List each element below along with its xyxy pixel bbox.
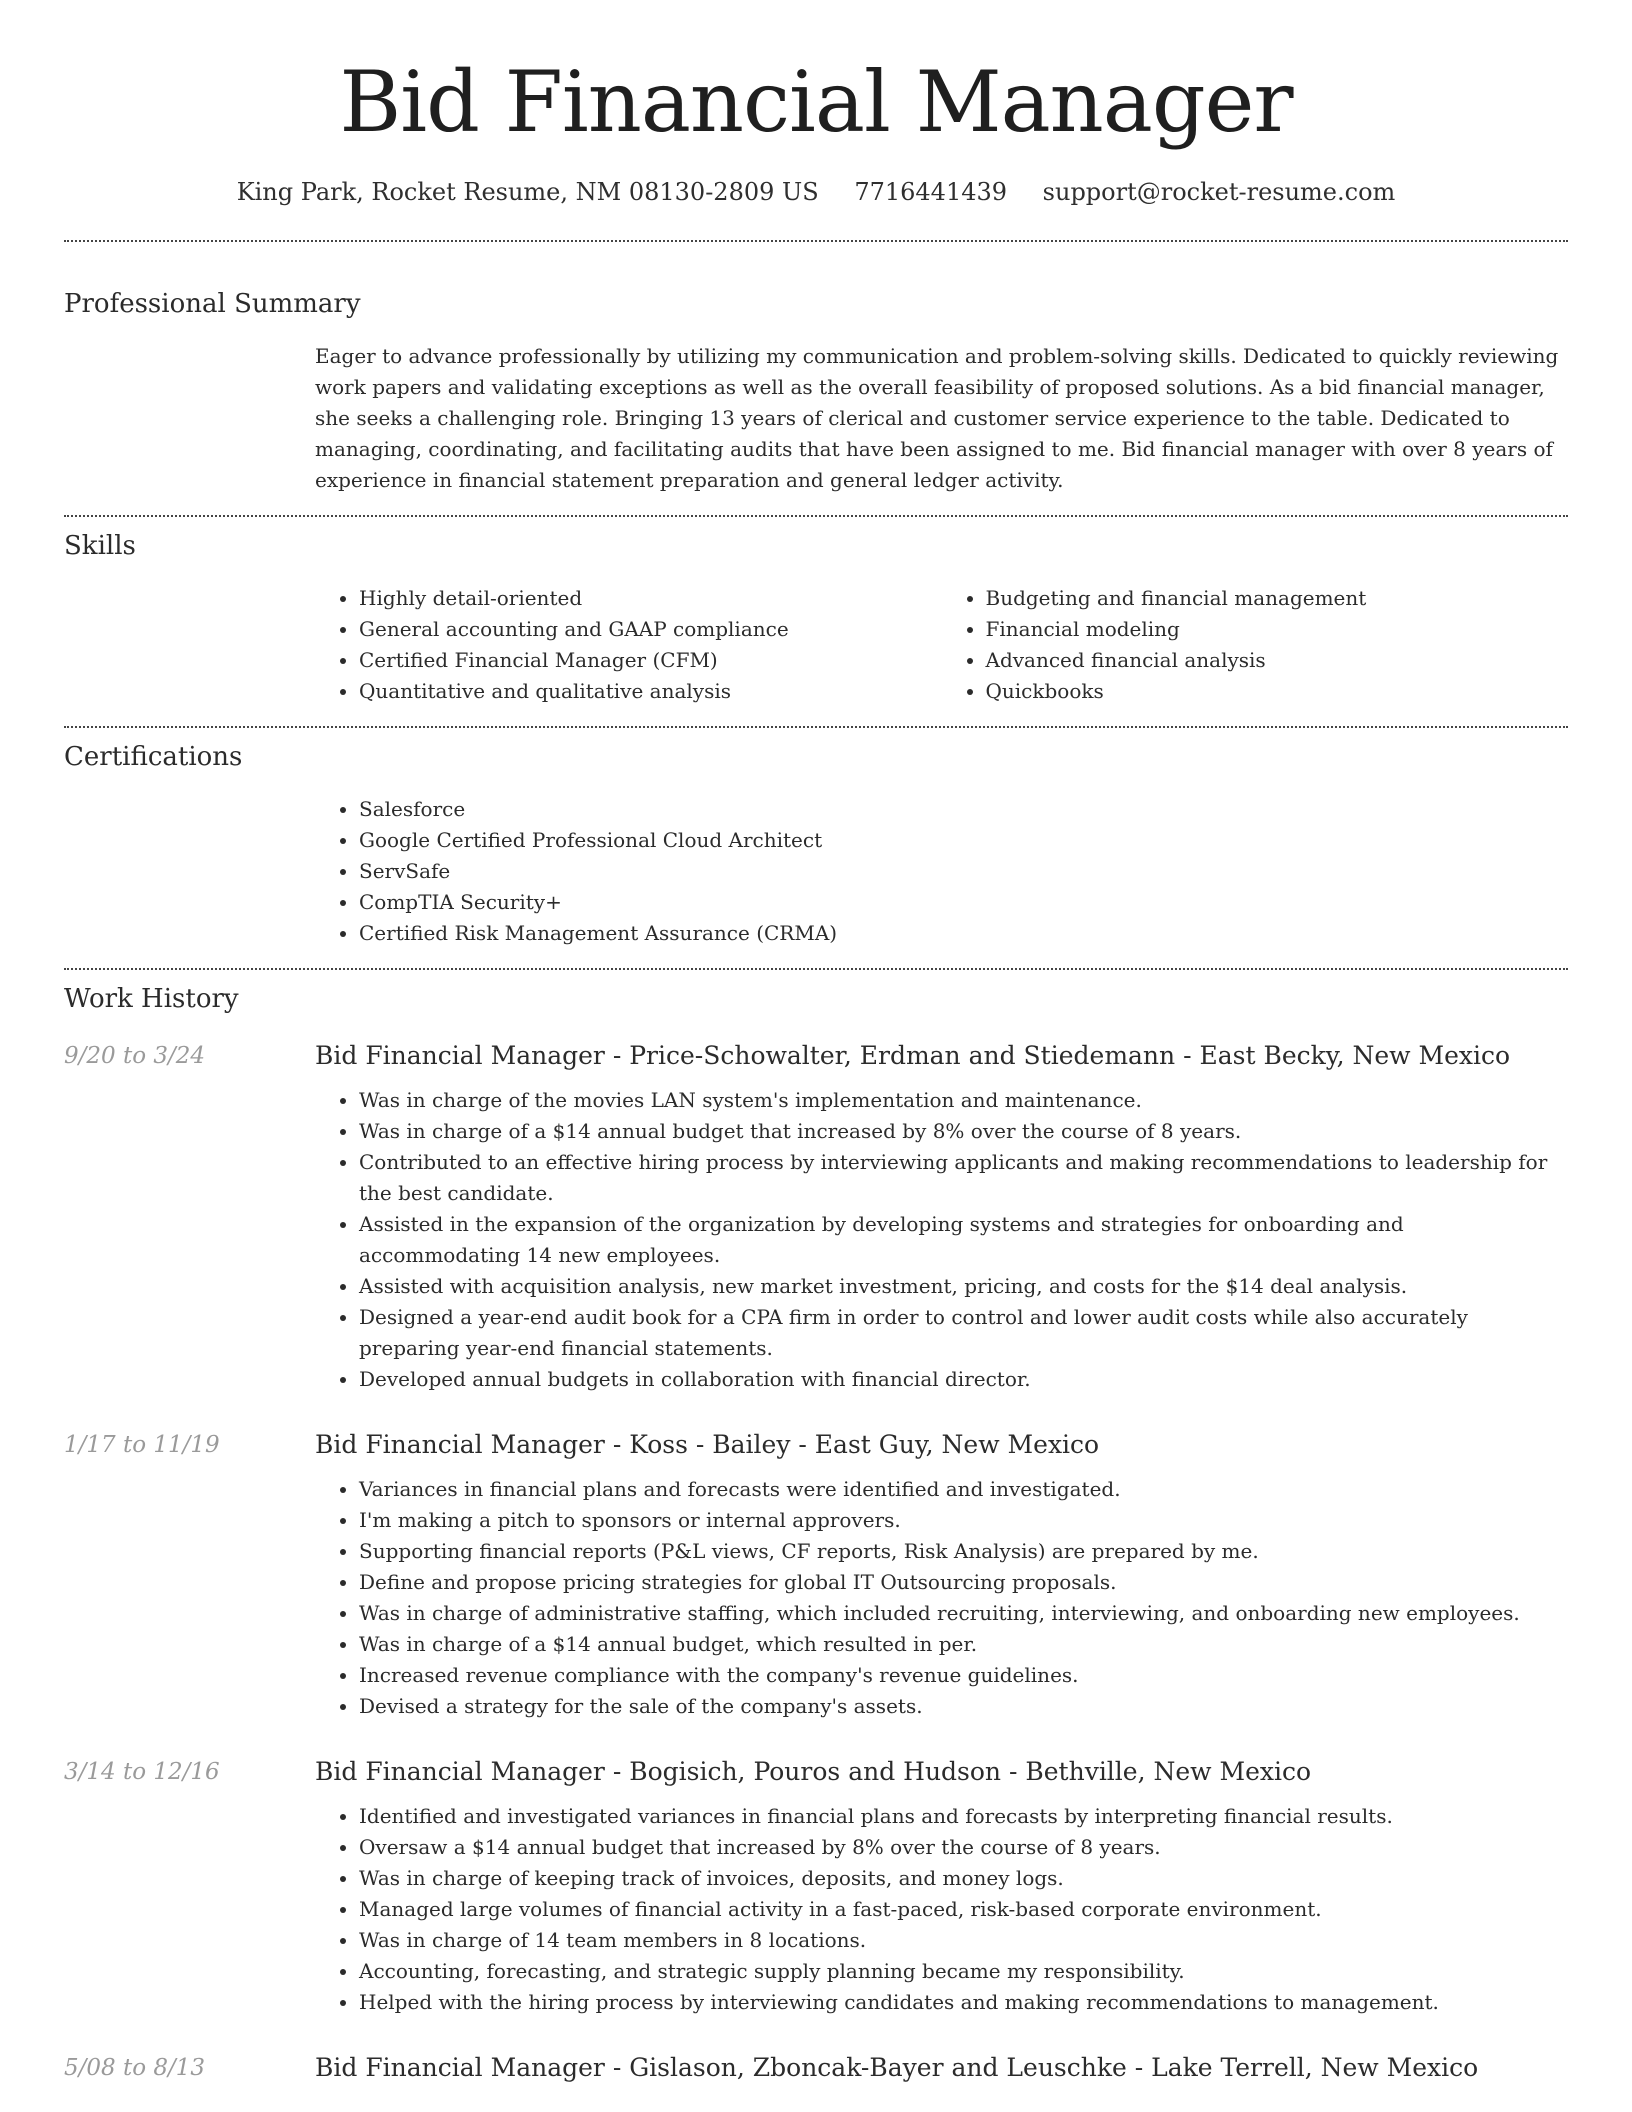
- list-item: • I'm making a pitch to sponsors or internal approvers.: [359, 1505, 1568, 1536]
- list-item: • Quantitative and qualitative analysis: [359, 676, 942, 707]
- divider: [64, 968, 1568, 970]
- list-item: • Supporting financial reports (P&L views, CF reports, Risk Analysis) are prepared by me.: [359, 1536, 1568, 1567]
- list-item: • Developed annual budgets in collaboration with financial director.: [359, 1364, 1568, 1395]
- summary-section: [64, 287, 1568, 496]
- list-item: • Was in charge of 14 team members in 8 locations.: [359, 1925, 1568, 1956]
- list-item: • Was in charge of a $14 annual budget, which resulted in per.: [359, 1629, 1568, 1660]
- list-item: • CompTIA Security+: [359, 887, 1568, 918]
- list-item: • Increased revenue compliance with the company's revenue guidelines.: [359, 1660, 1568, 1691]
- job-heading: Bid Financial Manager - Koss - Bailey - East Guy, New Mexico: [315, 1430, 1100, 1459]
- resume-name: Bid Financial Manager: [339, 53, 1293, 151]
- section-title-work: Work History: [64, 984, 239, 1014]
- contact-address: King Park, Rocket Resume, NM 08130-2809 US: [236, 178, 819, 206]
- list-item: • Certified Risk Management Assurance (CRMA): [359, 918, 1568, 949]
- job-bullets: [315, 1085, 1568, 1395]
- job-dates: 3/14 to 12/16: [64, 1759, 220, 1785]
- list-item: • Google Certified Professional Cloud Architect: [359, 825, 1568, 856]
- job-dates: 9/20 to 3/24: [64, 1043, 206, 1069]
- skills-section: [64, 529, 1568, 707]
- summary-text: Eager to advance professionally by utilizing my communication and problem-solving skills. Dedicated to quickly reviewing work papers and validating exceptions as well as the overall feasibility of proposed solutions. As a bid financial manager, she seeks a challenging role. Bringing 13 years of clerical and customer service experience to the table. Dedicated to managing, coordinating, and facilitating audits that have been assigned to me. Bid financial manager with over 8 years of experience in financial statement preparation and general ledger activity.: [315, 344, 1559, 492]
- list-item: • Budgeting and financial management: [986, 583, 1569, 614]
- section-title-summary: Professional Summary: [64, 289, 361, 319]
- list-item: • Quickbooks: [986, 676, 1569, 707]
- section-title-certifications: Certifications: [64, 742, 243, 772]
- job-heading: Bid Financial Manager - Gislason, Zboncak-Bayer and Leuschke - Lake Terrell, New Mexico: [315, 2053, 1479, 2082]
- job-heading: Bid Financial Manager - Bogisich, Pouros and Hudson - Bethville, New Mexico: [315, 1757, 1312, 1786]
- contact-email: support@rocket-resume.com: [1042, 178, 1396, 206]
- certifications-content: [315, 794, 1568, 949]
- work-section: [64, 982, 1568, 2085]
- job-bullets: [315, 1474, 1568, 1722]
- list-item: • Advanced financial analysis: [986, 645, 1569, 676]
- list-item: • Highly detail-oriented: [359, 583, 942, 614]
- list-item: • Certified Financial Manager (CFM): [359, 645, 942, 676]
- list-item: • Was in charge of keeping track of invoices, deposits, and money logs.: [359, 1863, 1568, 1894]
- list-item: • Designed a year-end audit book for a CPA firm in order to control and lower audit costs while also accurately preparing year-end financial statements.: [359, 1302, 1568, 1364]
- contact-line: [64, 174, 1568, 210]
- list-item: • Devised a strategy for the sale of the company's assets.: [359, 1691, 1568, 1722]
- list-item: • Managed large volumes of financial activity in a fast-paced, risk-based corporate environment.: [359, 1894, 1568, 1925]
- list-item: • Accounting, forecasting, and strategic supply planning became my responsibility.: [359, 1956, 1568, 1987]
- list-item: • Was in charge of administrative staffing, which included recruiting, interviewing, and onboarding new employees.: [359, 1598, 1568, 1629]
- list-item: • Was in charge of the movies LAN system's implementation and maintenance.: [359, 1085, 1568, 1116]
- list-item: • Variances in financial plans and forecasts were identified and investigated.: [359, 1474, 1568, 1505]
- job-entry: [64, 1428, 1568, 1722]
- divider: [64, 240, 1568, 242]
- list-item: • Was in charge of a $14 annual budget that increased by 8% over the course of 8 years.: [359, 1116, 1568, 1147]
- resume-page: [64, 0, 1568, 2085]
- divider: [64, 515, 1568, 517]
- section-title-skills: Skills: [64, 531, 136, 561]
- list-item: • Helped with the hiring process by interviewing candidates and making recommendations to management.: [359, 1987, 1568, 2018]
- job-bullets: [315, 1801, 1568, 2018]
- list-item: • ServSafe: [359, 856, 1568, 887]
- list-item: • Oversaw a $14 annual budget that increased by 8% over the course of 8 years.: [359, 1832, 1568, 1863]
- job-dates: 5/08 to 8/13: [64, 2055, 206, 2081]
- job-entry: [64, 2051, 1568, 2085]
- list-item: • Define and propose pricing strategies for global IT Outsourcing proposals.: [359, 1567, 1568, 1598]
- list-item: • Contributed to an effective hiring process by interviewing applicants and making recommendations to leadership for the best candidate.: [359, 1147, 1568, 1209]
- contact-phone: 7716441439: [854, 178, 1008, 206]
- certifications-section: [64, 740, 1568, 949]
- list-item: • Salesforce: [359, 794, 1568, 825]
- job-entry: [64, 1039, 1568, 1395]
- summary-content: [315, 341, 1568, 496]
- certifications-list: [315, 794, 1568, 949]
- list-item: • General accounting and GAAP compliance: [359, 614, 942, 645]
- list-item: • Identified and investigated variances in financial plans and forecasts by interpreting financial results.: [359, 1801, 1568, 1832]
- job-dates: 1/17 to 11/19: [64, 1432, 220, 1458]
- list-item: • Assisted with acquisition analysis, new market investment, pricing, and costs for the $14 deal analysis.: [359, 1271, 1568, 1302]
- divider: [64, 726, 1568, 728]
- job-heading: Bid Financial Manager - Price-Schowalter, Erdman and Stiedemann - East Becky, New Mexico: [315, 1041, 1511, 1070]
- job-entry: [64, 1755, 1568, 2018]
- list-item: • Assisted in the expansion of the organization by developing systems and strategies for onboarding and accommodating 14 new employees.: [359, 1209, 1568, 1271]
- skills-list-right: [942, 583, 1569, 707]
- skills-list-left: [315, 583, 942, 707]
- list-item: • Financial modeling: [986, 614, 1569, 645]
- skills-grid: [315, 583, 1568, 707]
